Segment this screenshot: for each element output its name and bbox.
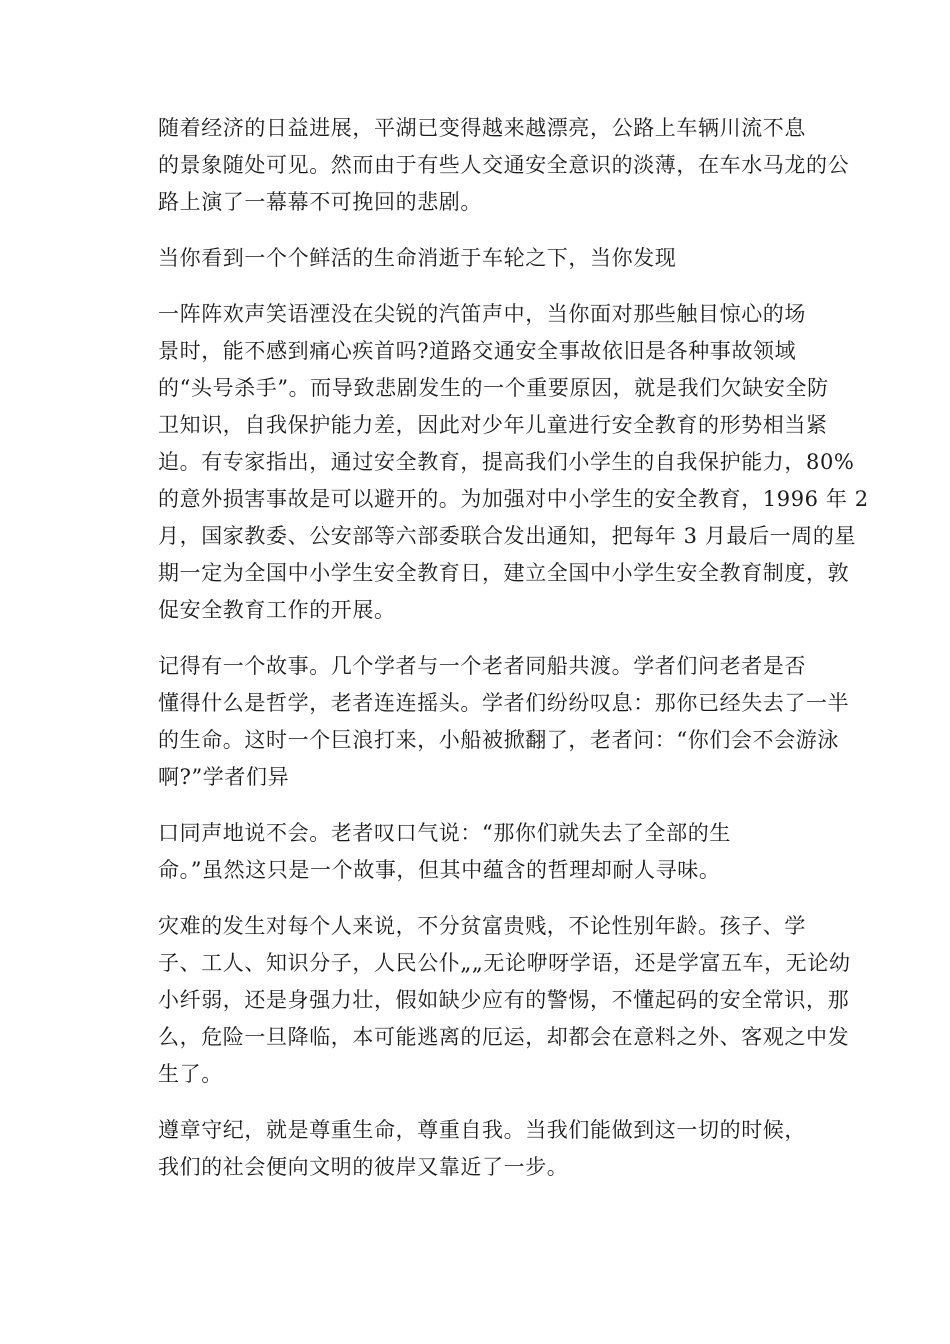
- paragraph-5: [116, 815, 836, 889]
- paragraph-7: [116, 1112, 836, 1186]
- text-line: 促安全教育工作的开展。: [158, 598, 396, 622]
- text-line: 迫。有专家指出，通过安全教育，提高我们小学生的自我保护能力，80%: [158, 450, 855, 474]
- document-body: [116, 110, 869, 1205]
- text-line: 路上演了一幕幕不可挽回的悲剧。: [158, 190, 482, 214]
- text-line: 记得有一个故事。几个学者与一个老者同船共渡。学者们问老者是否: [158, 654, 806, 678]
- text-line: 一阵阵欢声笑语湮没在尖锐的汽笛声中，当你面对那些触目惊心的场: [158, 302, 806, 326]
- text-line: 景时，能不感到痛心疾首吗?道路交通安全事故依旧是各种事故领域: [158, 339, 797, 363]
- text-line: 生了。: [158, 1062, 223, 1086]
- text-line: 我们的社会便向文明的彼岸又靠近了一步。: [158, 1155, 569, 1179]
- text-line: 当你看到一个个鲜活的生命消逝于车轮之下，当你发现: [158, 246, 677, 270]
- paragraph-6: [116, 908, 851, 1093]
- text-line: 的景象随处可见。然而由于有些人交通安全意识的淡薄，在车水马龙的公: [158, 153, 850, 177]
- text-line: 啊?”学者们异: [158, 765, 290, 789]
- text-line: 遵章守纪，就是尊重生命，尊重自我。当我们能做到这一切的时候，: [158, 1118, 806, 1142]
- text-line: 随着经济的日益进展，平湖已变得越来越漂亮，公路上车辆川流不息: [158, 116, 806, 140]
- paragraph-1: [116, 110, 850, 221]
- text-line: 懂得什么是哲学，老者连连摇头。学者们纷纷叹息：那你已经失去了一半: [158, 691, 850, 715]
- text-line: 的“头号杀手”。而导致悲剧发生的一个重要原因，就是我们欠缺安全防: [158, 376, 829, 400]
- text-line: 的生命。这时一个巨浪打来，小船被掀翻了，老者问：“你们会不会游泳: [158, 728, 839, 752]
- paragraph-2: [116, 240, 836, 277]
- text-line: 灾难的发生对每个人来说，不分贫富贵贱，不论性别年龄。孩子、学: [158, 914, 806, 938]
- text-line: 子、工人、知识分子，人民公仆„„无论咿呀学语，还是学富五车，无论幼: [158, 951, 851, 975]
- text-line: 卫知识，自我保护能力差，因此对少年儿童进行安全教育的形势相当紧: [158, 413, 828, 437]
- text-line: 么，危险一旦降临，本可能逃离的厄运，却都会在意料之外、客观之中发: [158, 1025, 850, 1049]
- text-line: 期一定为全国中小学生安全教育日，建立全国中小学生安全教育制度，敦: [158, 561, 850, 585]
- paragraph-3: [116, 296, 869, 629]
- text-line: 月，国家教委、公安部等六部委联合发出通知，把每年 3 月最后一周的星: [158, 524, 857, 548]
- text-line: 命。”虽然这只是一个故事，但其中蕴含的哲理却耐人寻味。: [158, 858, 721, 882]
- text-line: 口同声地说不会。老者叹口气说：“那你们就失去了全部的生: [158, 821, 731, 845]
- text-line: 的意外损害事故是可以避开的。为加强对中小学生的安全教育，1996 年 2: [158, 487, 869, 511]
- text-line: 小纤弱，还是身强力壮，假如缺少应有的警惕，不懂起码的安全常识，那: [158, 988, 850, 1012]
- paragraph-4: [116, 648, 850, 796]
